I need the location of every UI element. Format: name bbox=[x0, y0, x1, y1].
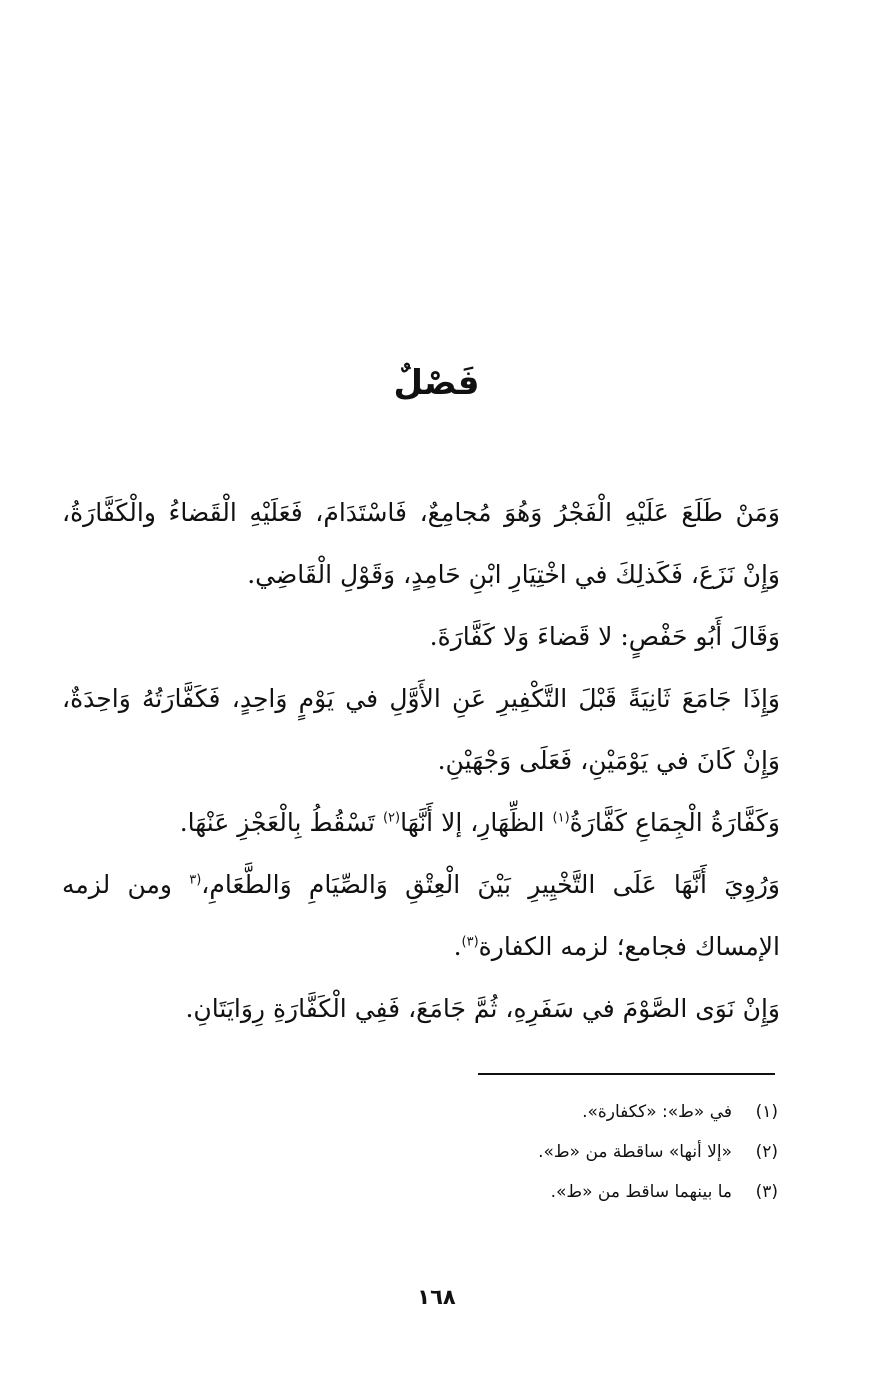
section-heading: فَصْلٌ bbox=[393, 363, 480, 403]
paragraph-4-part-2: الظِّهَارِ، إلا أَنَّهَا bbox=[400, 808, 553, 837]
footnote-marker-2: (٢) bbox=[382, 810, 401, 826]
footnote-text: في «ط»: «ككفارة». bbox=[582, 1102, 732, 1122]
footnote-marker-3-open: (٣ bbox=[189, 872, 202, 888]
paragraph-5-part-1: وَرُوِيَ أَنَّهَا عَلَى التَّخْيِيرِ بَيْنَ الْعِتْقِ وَالصِّيَامِ وَالطَّعَامِ، bbox=[201, 870, 780, 899]
paragraph-4-part-1: وَكَفَّارَةُ الْجِمَاعِ كَفَّارَةُ bbox=[569, 808, 780, 837]
page-number: ١٦٨ bbox=[417, 1285, 456, 1309]
footnote-2 bbox=[300, 1132, 778, 1172]
footnote-3 bbox=[300, 1172, 778, 1212]
footnote-number: (١) bbox=[755, 1102, 778, 1122]
paragraph-4-part-3: تَسْقُطُ بِالْعَجْزِ عَنْهَا. bbox=[179, 808, 383, 837]
paragraph-6: وَإِنْ نَوَى الصَّوْمَ في سَفَرِهِ، ثُمَّ جَامَعَ، فَفِي الْكَفَّارَةِ رِوَايَتَانِ. bbox=[185, 994, 780, 1023]
footnotes bbox=[300, 1092, 778, 1212]
paragraph-2: وَقَالَ أَبُو حَفْصٍ: لا قَضاءَ وَلا كَفَّارَةَ. bbox=[429, 622, 780, 651]
main-text bbox=[62, 482, 780, 1040]
footnote-marker-3-close: (٣) bbox=[461, 934, 479, 950]
footnote-text: ما بينهما ساقط من «ط». bbox=[550, 1182, 732, 1202]
paragraph-1: وَمَنْ طَلَعَ عَلَيْهِ الْفَجْرُ وَهُوَ مُجامِعٌ، فَاسْتَدَامَ، فَعَلَيْهِ الْقَضاءُ والْكَفَّارَةُ، وَإِنْ نَزَعَ، فَكَذلِكَ في اخْتِيَارِ ابْنِ حَامِدٍ، وَقَوْلِ الْقَاضِي. bbox=[62, 498, 780, 589]
footnote-number: (٢) bbox=[755, 1142, 778, 1162]
paragraph-3: وَإِذَا جَامَعَ ثَانِيَةً قَبْلَ التَّكْفِيرِ عَنِ الأَوَّلِ في يَوْمٍ وَاحِدٍ، فَكَفَّارَتُهُ وَاحِدَةٌ، وَإِنْ كَانَ في يَوْمَيْنِ، فَعَلَى وَجْهَيْنِ. bbox=[62, 684, 780, 775]
footnote-number: (٣) bbox=[755, 1182, 778, 1202]
footnote-divider bbox=[478, 1073, 775, 1075]
footnote-1 bbox=[300, 1092, 778, 1132]
paragraph-5 bbox=[62, 854, 780, 978]
paragraph-4 bbox=[62, 792, 780, 854]
paragraph-5-part-2: ومن لزمه الإمساك فجامع؛ لزمه الكفارة bbox=[62, 870, 780, 961]
paragraph-5-part-3: . bbox=[453, 932, 462, 961]
footnote-text: «إلا أنها» ساقطة من «ط». bbox=[538, 1142, 732, 1162]
footnote-marker-1: (١) bbox=[552, 810, 570, 826]
